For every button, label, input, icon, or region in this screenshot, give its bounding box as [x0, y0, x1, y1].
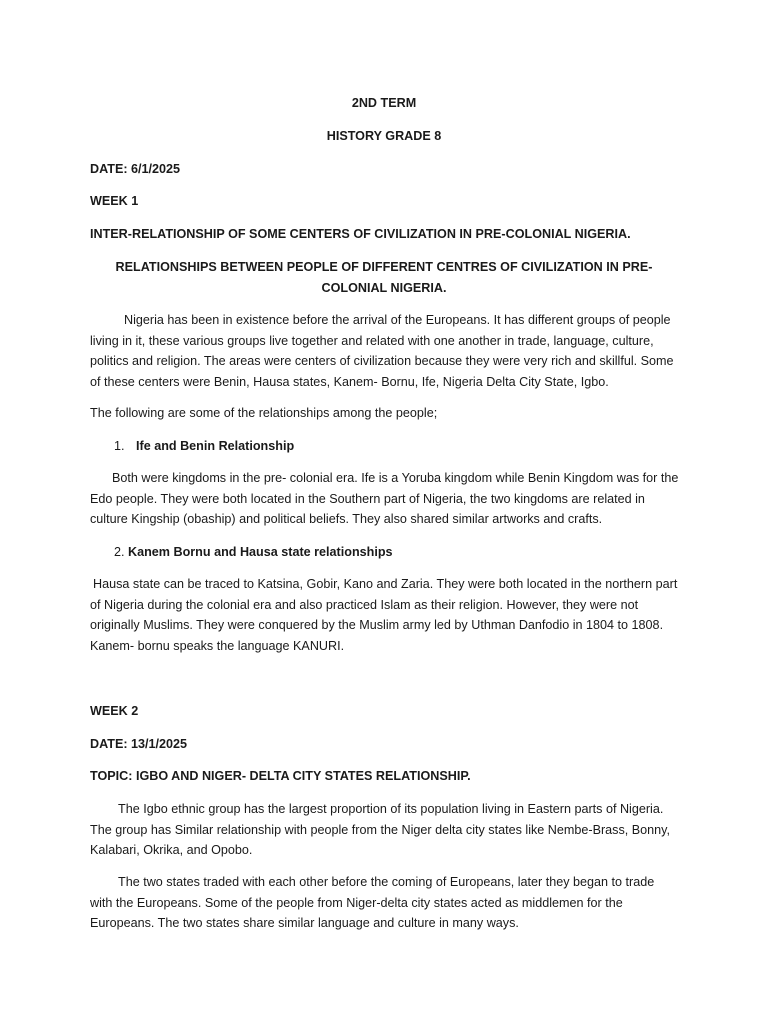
- week2-paragraph-1: The Igbo ethnic group has the largest proportion of its population living in Eastern parts of Nigeria. The group has Similar relationship with people from the Niger delta city states like Nembe-Brass, Bonny, Kalabari, Okrika, and Opobo.: [90, 802, 671, 857]
- week1-lead-text: The following are some of the relationships among the people;: [90, 406, 438, 420]
- list-item-2-title: Kanem Bornu and Hausa state relationships: [128, 545, 393, 559]
- list-item-1-paragraph: Both were kingdoms in the pre- colonial era. Ife is a Yoruba kingdom while Benin Kingdom was for the Edo people. They were both located in the Southern part of Nigeria, the two kingdoms are related in culture Kingship (obaship) and political beliefs. They also shared similar artworks and crafts.: [90, 471, 679, 526]
- week1-topic: INTER-RELATIONSHIP OF SOME CENTERS OF CIVILIZATION IN PRE-COLONIAL NIGERIA.: [90, 227, 631, 241]
- term-heading: 2ND TERM: [351, 96, 417, 110]
- list-item-2-number: 2.: [114, 545, 125, 559]
- list-item-1-title: Ife and Benin Relationship: [136, 439, 295, 453]
- list-item-1-number: 1.: [114, 439, 125, 453]
- week1-label: WEEK 1: [90, 194, 139, 208]
- week1-date: DATE: 6/1/2025: [90, 162, 181, 176]
- list-item-2-paragraph: Hausa state can be traced to Katsina, Gobir, Kano and Zaria. They were both located in the northern part of Nigeria during the colonial era and also practiced Islam as their religion. However, they were not originally Muslims. They were conquered by the Muslim army led by Uthman Danfodio in 1804 to 1808. Kanem- bornu speaks the language KANURI.: [90, 577, 678, 653]
- week2-topic: TOPIC: IGBO AND NIGER- DELTA CITY STATES RELATIONSHIP.: [90, 769, 471, 783]
- list-item-2-heading: [114, 542, 674, 563]
- week1-subtitle: RELATIONSHIPS BETWEEN PEOPLE OF DIFFERENT CENTRES OF CIVILIZATION IN PRE-COLONIAL NIGERIA.: [115, 260, 653, 295]
- week2-paragraph-2: The two states traded with each other before the coming of Europeans, later they began to trade with the Europeans. Some of the people from Niger-delta city states acted as middlemen for the Europeans. The two states share similar language and culture in many ways.: [90, 875, 655, 930]
- week2-date: DATE: 13/1/2025: [90, 737, 188, 751]
- week1-intro-paragraph: Nigeria has been in existence before the arrival of the Europeans. It has different groups of people living in it, these various groups live together and related with one another in trade, language, culture, politics and religion. The areas were centers of civilization because they were very rich and skillful. Some of these centers were Benin, Hausa states, Kanem- Bornu, Ife, Nigeria Delta City State, Igbo.: [90, 313, 674, 389]
- list-item-1-heading: [114, 436, 674, 457]
- subject-heading: HISTORY GRADE 8: [326, 129, 442, 143]
- week2-label: WEEK 2: [90, 704, 139, 718]
